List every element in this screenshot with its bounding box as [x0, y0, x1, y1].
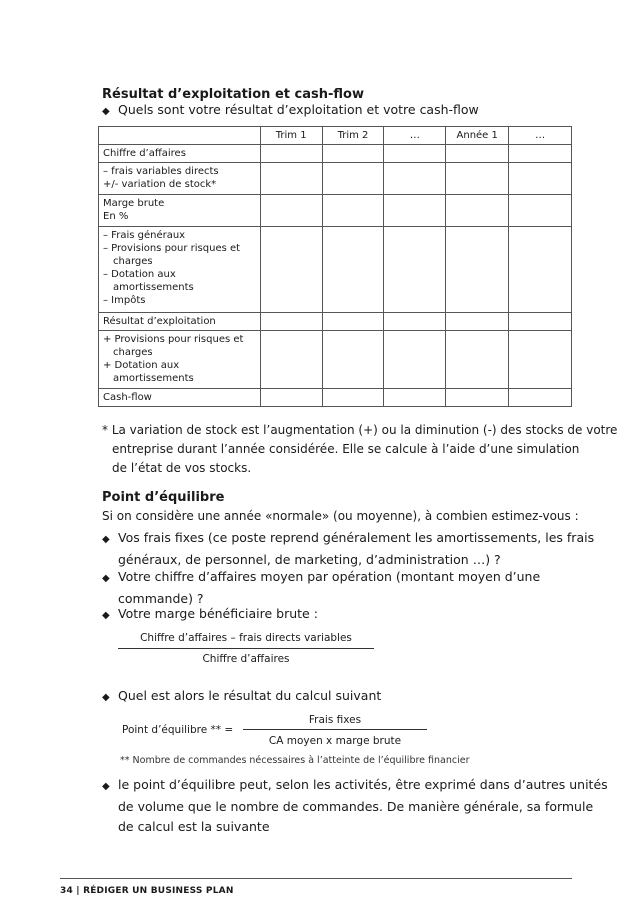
equilibre-footnote: ** Nombre de commandes nécessaires à l’atteinte de l’équilibre financier — [120, 755, 470, 766]
diamond-bullet-icon: ◆ — [102, 534, 110, 545]
row-label: Marge brute En % — [99, 195, 261, 227]
bullet-frais-fixes: ◆ Vos frais fixes (ce poste reprend généralement les amortissements, les frais généraux, de personnel, de marketing, d’administration …) ? — [102, 530, 595, 567]
section-title-resultat: Résultat d’exploitation et cash-flow — [102, 87, 364, 102]
table-row — [99, 163, 572, 195]
marge-formula-bar — [118, 648, 374, 649]
table-row — [99, 331, 572, 389]
section-title-point-equilibre: Point d’équilibre — [102, 490, 225, 505]
table-row — [99, 195, 572, 227]
diamond-bullet-icon: ◆ — [102, 610, 110, 621]
bullet-resultat-calcul: ◆ Quel est alors le résultat du calcul suivant — [102, 686, 381, 708]
marge-formula-numerator: Chiffre d’affaires – frais directs variables — [140, 632, 352, 644]
bullet-unites-volume: ◆ le point d’équilibre peut, selon les activités, être exprimé dans d’autres unités de volume que le nombre de commandes. De manière générale, sa formule de calcul est la suivante — [102, 777, 608, 834]
header-cell: Trim 2 — [322, 127, 384, 145]
equilibre-formula-label: Point d’équilibre ** = — [122, 724, 234, 736]
header-cell: … — [384, 127, 446, 145]
row-label: Résultat d’exploitation — [99, 313, 261, 331]
row-label: Chiffre d’affaires — [99, 145, 261, 163]
row-label: + Provisions pour risques et charges + Dotation aux amortissements — [99, 331, 261, 389]
stock-footnote: * La variation de stock est l’augmentation (+) ou la diminution (-) des stocks de votre entreprise durant l’année considérée. Elle se calcule à l’aide d’une simulation de l’état de vos stocks. — [102, 423, 618, 475]
bullet-question-resultat — [102, 100, 479, 122]
bullet-ca-moyen: ◆ Votre chiffre d’affaires moyen par opération (montant moyen d’une commande) ? — [102, 569, 541, 606]
table-row — [99, 389, 572, 407]
equilibre-formula-bar — [243, 729, 427, 730]
diamond-bullet-icon: ◆ — [102, 106, 110, 117]
table-header-row — [99, 127, 572, 145]
equilibre-formula-numerator: Frais fixes — [308, 714, 362, 726]
equilibre-formula-denominator: CA moyen x marge brute — [268, 735, 402, 747]
table-row — [99, 313, 572, 331]
table-row — [99, 145, 572, 163]
table-row — [99, 227, 572, 313]
bullet-text: Quels sont votre résultat d’exploitation et votre cash-flow — [118, 102, 479, 117]
diamond-bullet-icon: ◆ — [102, 573, 110, 584]
row-label: Cash-flow — [99, 389, 261, 407]
row-label: – Frais généraux – Provisions pour risques et charges – Dotation aux amortissements – Impôts — [99, 227, 261, 313]
bullet-marge-brute: ◆ Votre marge bénéficiaire brute : — [102, 604, 318, 626]
row-label: – frais variables directs +/- variation de stock* — [99, 163, 261, 195]
financial-table — [98, 126, 572, 407]
diamond-bullet-icon: ◆ — [102, 692, 110, 703]
header-cell: Année 1 — [446, 127, 509, 145]
header-cell: … — [509, 127, 572, 145]
header-cell: Trim 1 — [260, 127, 322, 145]
intro-text: Si on considère une année «normale» (ou moyenne), à combien estimez-vous : — [102, 509, 579, 523]
footer-divider — [60, 878, 572, 879]
diamond-bullet-icon: ◆ — [102, 781, 110, 792]
page-footer: 34 | RÉDIGER UN BUSINESS PLAN — [60, 886, 234, 896]
header-cell — [99, 127, 261, 145]
marge-formula-denominator: Chiffre d’affaires — [202, 653, 290, 665]
